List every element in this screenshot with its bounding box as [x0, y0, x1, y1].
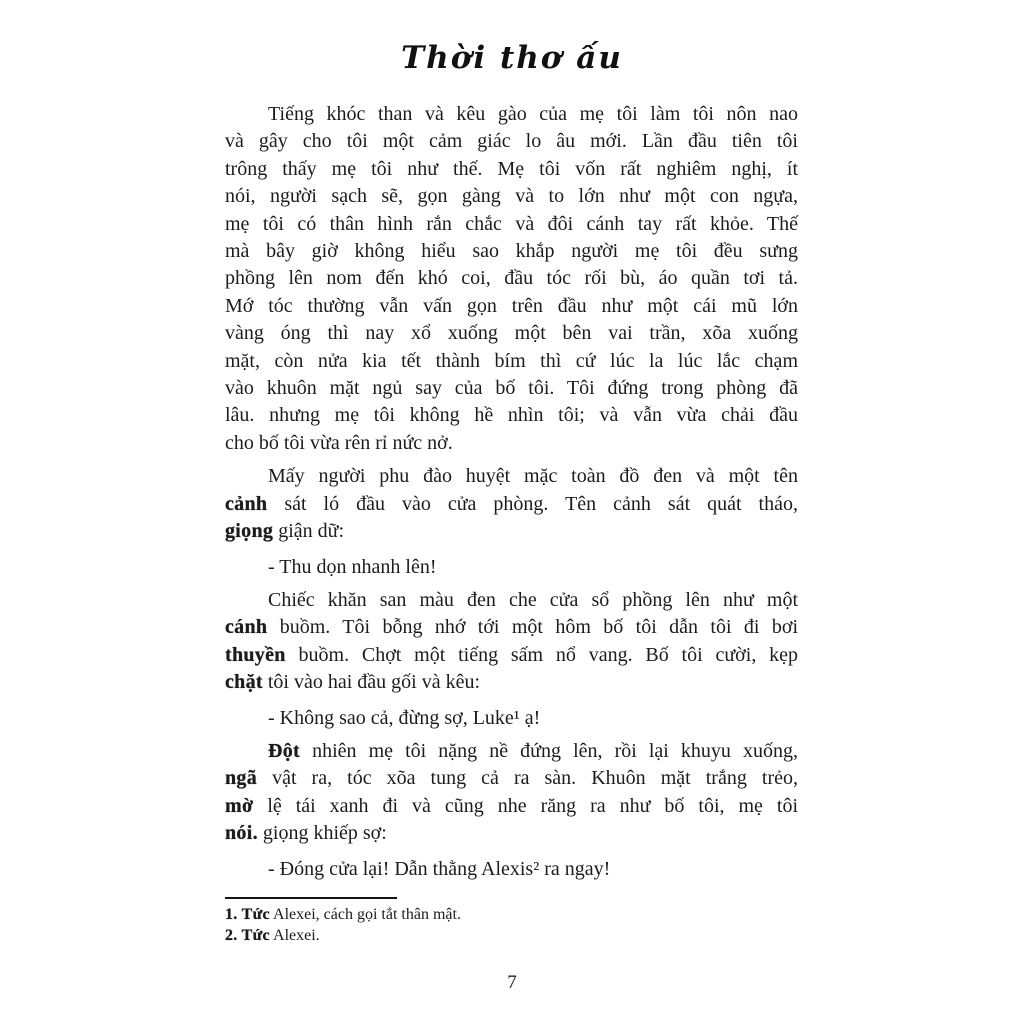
text-line: nói. giọng khiếp sợ:: [225, 822, 387, 845]
smudged-word: ngã: [225, 767, 258, 790]
text-line: thuyền buồm. Chợt một tiếng sấm nổ vang. Bố tôi cười, kẹp: [225, 643, 798, 666]
smudged-word: chặt: [225, 671, 263, 694]
smudged-word: nói.: [225, 822, 258, 845]
smudged-word: giọng: [225, 520, 274, 543]
text-line: vào khuôn mặt ngủ say của bố tôi. Tôi đứng trong phòng đã: [225, 377, 798, 400]
smudged-word: Đột: [268, 739, 301, 762]
smudged-word: cảnh: [225, 492, 268, 515]
text-line: giọng giận dữ:: [225, 520, 345, 543]
text-line: - Thu dọn nhanh lên!: [268, 555, 437, 578]
text-line: nói, người sạch sẽ, gọn gàng và to lớn như một con ngựa,: [225, 185, 798, 208]
text-line: cho bố tôi vừa rên rỉ nức nở.: [225, 431, 453, 454]
text-line: mẹ tôi có thân hình rắn chắc và đôi cánh tay rất khỏe. Thế: [225, 212, 798, 235]
text-line: trông thấy mẹ tôi như thế. Mẹ tôi vốn rất nghiêm nghị, ít: [225, 157, 798, 180]
text-line: mà bây giờ không hiểu sao khắp người mẹ tôi đều sưng: [225, 240, 798, 263]
chapter-title: Thời thơ ấu: [401, 40, 623, 76]
text-line: Đột nhiên mẹ tôi nặng nề đứng lên, rồi lại khuyu xuống,: [268, 739, 798, 762]
text-line: 2. Tức Alexei.: [225, 927, 320, 944]
text-line: vàng óng thì nay xổ xuống một bên vai trần, xõa xuống: [225, 322, 798, 345]
text-line: Mớ tóc thường vẫn vấn gọn trên đầu như một cái mũ lớn: [225, 294, 798, 317]
text-line: ngã vật ra, tóc xõa tung cả ra sàn. Khuôn mặt trắng trẻo,: [225, 767, 798, 790]
text-line: mặt, còn nửa kia tết thành bím thì cứ lúc la lúc lắc chạm: [225, 349, 798, 372]
text-line: lâu. nhưng mẹ tôi không hề nhìn tôi; và vẫn vừa chải đầu: [225, 404, 798, 427]
text-line: phồng lên nom đến khó coi, đầu tóc rối bù, áo quần tơi tả.: [225, 267, 798, 290]
text-line: - Không sao cả, đừng sợ, Luke¹ ạ!: [268, 706, 541, 729]
smudged-word: 1. Tức: [225, 906, 270, 923]
text-line: cảnh sát ló đầu vào cửa phòng. Tên cảnh sát quát tháo,: [225, 492, 798, 515]
page-number: 7: [507, 972, 517, 993]
text-line: 1. Tức Alexei, cách gọi tắt thân mật.: [225, 906, 461, 923]
text-line: cánh buồm. Tôi bỗng nhớ tới một hôm bố tôi dẫn tôi đi bơi: [225, 616, 798, 639]
body-text: [225, 101, 798, 883]
text-line: - Đóng cửa lại! Dẫn thằng Alexis² ra ngay!: [268, 857, 611, 880]
smudged-word: cánh: [225, 616, 268, 639]
smudged-word: thuyền: [225, 643, 286, 666]
footnotes: [225, 897, 798, 946]
smudged-word: 2. Tức: [225, 927, 270, 944]
text-line: và gây cho tôi một cảm giác lo âu mới. Lần đầu tiên tôi: [225, 130, 798, 153]
text-line: Mấy người phu đào huyệt mặc toàn đồ đen và một tên: [268, 465, 798, 488]
smudged-word: mờ: [225, 794, 254, 817]
text-line: Tiếng khóc than và kêu gào của mẹ tôi làm tôi nôn nao: [268, 103, 798, 125]
text-line: mờ lệ tái xanh đi và cũng nhe răng ra như bố tôi, mẹ tôi: [225, 794, 798, 817]
text-line: chặt tôi vào hai đầu gối và kêu:: [225, 671, 481, 694]
footnote-list: [225, 904, 798, 946]
footnote-divider: [225, 897, 397, 899]
text-line: Chiếc khăn san màu đen che cửa sổ phồng lên như một: [268, 588, 798, 611]
